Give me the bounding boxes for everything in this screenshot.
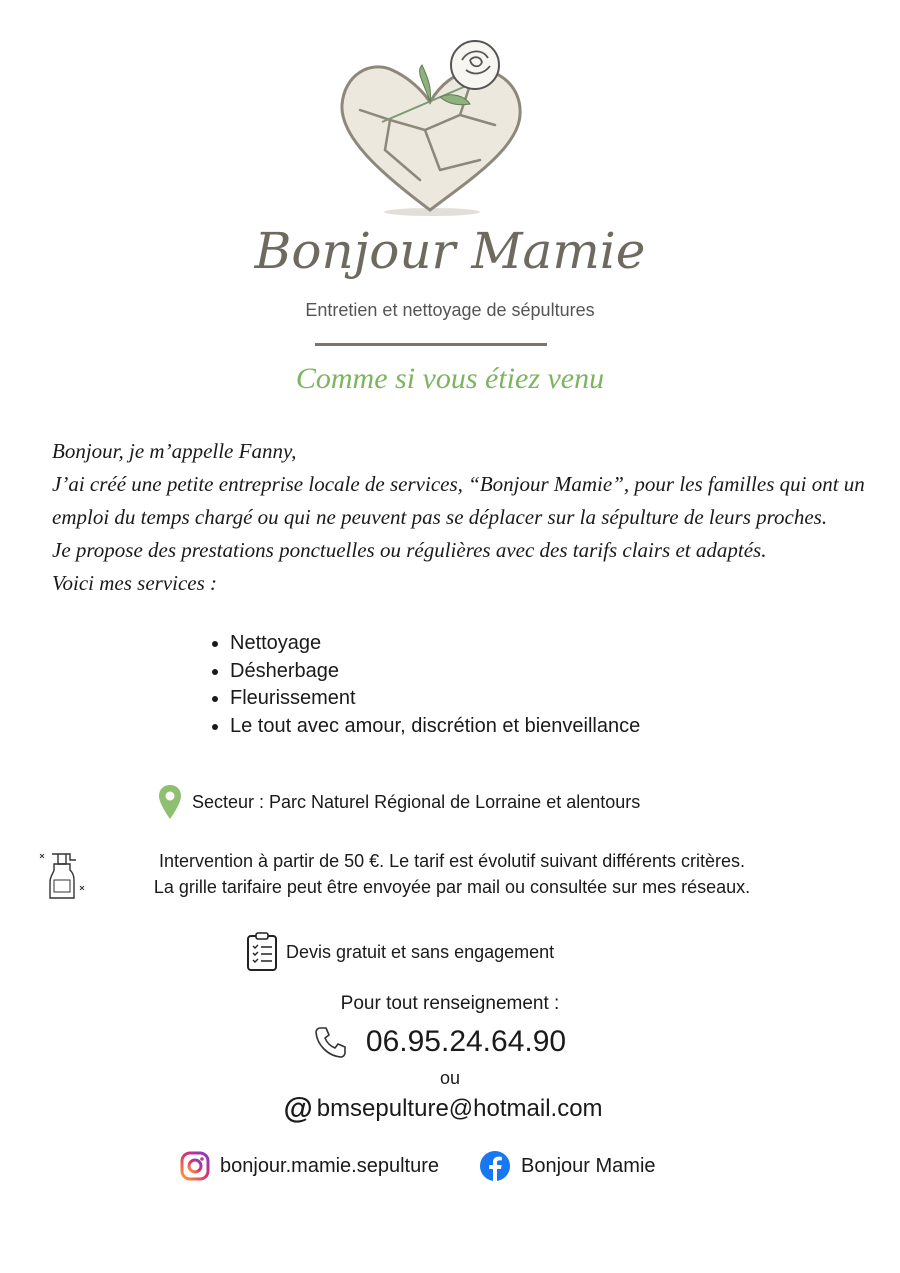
sector-text: Secteur : Parc Naturel Régional de Lorraine et alentours (192, 791, 641, 812)
tarif-line: La grille tarifaire peut être envoyée par mail ou consultée sur mes réseaux. (153, 877, 751, 897)
intro-line: Voici mes services : (52, 571, 218, 595)
phone-row (0, 1025, 900, 1059)
brand-tagline: Entretien et nettoyage de sépultures (305, 300, 595, 320)
devis-row (246, 932, 554, 972)
devis-text: Devis gratuit et sans engagement (286, 941, 555, 962)
brand-name: Bonjour Mamie (254, 222, 646, 280)
facebook-name: Bonjour Mamie (521, 1154, 656, 1177)
tarif-text (92, 848, 812, 900)
facebook-icon (479, 1150, 511, 1182)
title-divider (315, 343, 547, 346)
location-pin-icon (158, 784, 182, 820)
instagram-icon (180, 1151, 210, 1181)
email-link[interactable]: bmsepulture@hotmail.com (316, 1095, 603, 1122)
phone-icon (314, 1025, 348, 1059)
intro-text (52, 435, 872, 600)
intro-line: Bonjour, je m’appelle Fanny, (52, 439, 297, 463)
service-item: • Nettoyage (230, 630, 640, 658)
instagram-link[interactable] (180, 1151, 439, 1181)
slogan: Comme si vous étiez venu (295, 362, 605, 395)
email-row (0, 1092, 900, 1126)
sector-row (158, 784, 640, 820)
service-item: • Fleurissement (230, 685, 640, 713)
at-sign-icon: @ (283, 1092, 313, 1125)
services-list (208, 630, 640, 740)
contact-title: Pour tout renseignement : (340, 993, 560, 1014)
instagram-handle: bonjour.mamie.sepulture (220, 1154, 440, 1177)
service-item: • Le tout avec amour, discrétion et bienveillance (230, 713, 640, 741)
clipboard-checklist-icon (246, 932, 278, 972)
service-item: • Désherbage (230, 658, 640, 686)
phone-number-link[interactable]: 06.95.24.64.90 (365, 1025, 567, 1058)
tarif-line: Intervention à partir de 50 €. Le tarif est évolutif suivant différents critères. (159, 851, 745, 871)
intro-line: J’ai créé une petite entreprise locale de services, “Bonjour Mamie”, pour les familles qui ont un emploi du temps chargé ou qui ne peuvent pas se déplacer sur la sépulture de leurs proches. (52, 472, 865, 529)
heart-rose-logo-icon (330, 30, 530, 220)
socials-row (180, 1150, 656, 1182)
intro-line: Je propose des prestations ponctuelles ou régulières avec des tarifs clairs et adaptés. (52, 538, 767, 562)
or-text: ou (439, 1068, 461, 1088)
facebook-link[interactable] (479, 1150, 656, 1182)
spray-bottle-icon (36, 850, 86, 902)
